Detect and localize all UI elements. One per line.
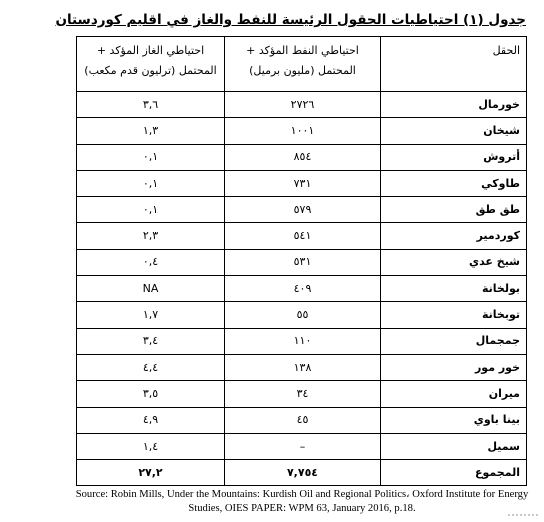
- total-row: [77, 460, 527, 486]
- gas-value: ٠,١: [77, 170, 225, 196]
- oil-value: ٥٥: [225, 302, 381, 328]
- oil-value: ٤٠٩: [225, 276, 381, 302]
- field-name: بينا باوي: [381, 407, 527, 433]
- gas-value: ٣,٤: [77, 328, 225, 354]
- oil-value: ٣٤: [225, 381, 381, 407]
- table-header-row: [77, 37, 527, 92]
- header-oil-reserves: احتياطي النفط المؤكد + المحتمل (مليون برميل): [225, 37, 381, 92]
- oil-value: ٥٧٩: [225, 197, 381, 223]
- table-row: [77, 276, 527, 302]
- table-row: [77, 328, 527, 354]
- table-row: [77, 118, 527, 144]
- table-row: [77, 197, 527, 223]
- total-label: المجموع: [381, 460, 527, 486]
- oil-value: ١٣٨: [225, 354, 381, 380]
- table-row: [77, 92, 527, 118]
- gas-value: ١,٣: [77, 118, 225, 144]
- table-row: [77, 302, 527, 328]
- total-oil-value: ٧,٧٥٤: [225, 460, 381, 486]
- header-field: الحقل: [381, 37, 527, 92]
- oil-value: ٢٧٢٦: [225, 92, 381, 118]
- header-gas-reserves: احتياطي الغاز المؤكد + المحتمل (ترليون قدم مكعب): [77, 37, 225, 92]
- field-name: توبخانة: [381, 302, 527, 328]
- field-name: سميل: [381, 433, 527, 459]
- table-row: [77, 407, 527, 433]
- oil-value: ١١٠: [225, 328, 381, 354]
- table-row: [77, 381, 527, 407]
- table-row: [77, 223, 527, 249]
- oil-value: ٨٥٤: [225, 144, 381, 170]
- table-row: [77, 170, 527, 196]
- gas-value: NA: [77, 276, 225, 302]
- gas-value: ١,٧: [77, 302, 225, 328]
- table-title: جدول (١) احتياطيات الحقول الرئيسة للنفط والغاز في اقليم كوردستان: [55, 12, 526, 28]
- oil-value: ٥٣١: [225, 249, 381, 275]
- table-row: [77, 433, 527, 459]
- gas-value: ٠,١: [77, 144, 225, 170]
- table-row: [77, 144, 527, 170]
- oil-value: ٥٤١: [225, 223, 381, 249]
- gas-value: ٤,٤: [77, 354, 225, 380]
- gas-value: ١,٤: [77, 433, 225, 459]
- gas-value: ٣,٥: [77, 381, 225, 407]
- page-edge-mark: [508, 514, 538, 520]
- field-name: شيخ عدي: [381, 249, 527, 275]
- field-name: بولخانة: [381, 276, 527, 302]
- field-name: خورمال: [381, 92, 527, 118]
- gas-value: ٤,٩: [77, 407, 225, 433]
- field-name: طق طق: [381, 197, 527, 223]
- field-name: أتروش: [381, 144, 527, 170]
- field-name: ميران: [381, 381, 527, 407]
- gas-value: ٣,٦: [77, 92, 225, 118]
- reserves-table: [76, 36, 527, 486]
- field-name: جمجمال: [381, 328, 527, 354]
- oil-value: ١٠٠١: [225, 118, 381, 144]
- gas-value: ٠,٤: [77, 249, 225, 275]
- gas-value: ٢,٣: [77, 223, 225, 249]
- table-row: [77, 249, 527, 275]
- oil-value: ٤٥: [225, 407, 381, 433]
- total-gas-value: ٢٧,٢: [77, 460, 225, 486]
- oil-value: ٧٣١: [225, 170, 381, 196]
- field-name: شيخان: [381, 118, 527, 144]
- gas-value: ٠,١: [77, 197, 225, 223]
- table-row: [77, 354, 527, 380]
- oil-value: –: [225, 433, 381, 459]
- field-name: كوردمير: [381, 223, 527, 249]
- field-name: خور مور: [381, 354, 527, 380]
- field-name: طاوكي: [381, 170, 527, 196]
- source-citation: Source: Robin Mills, Under the Mountains: Kurdish Oil and Regional Politics، Oxford Institute for Energy Studies, OIES PAPER: WPM 63, January 2016, p.18.: [75, 489, 529, 514]
